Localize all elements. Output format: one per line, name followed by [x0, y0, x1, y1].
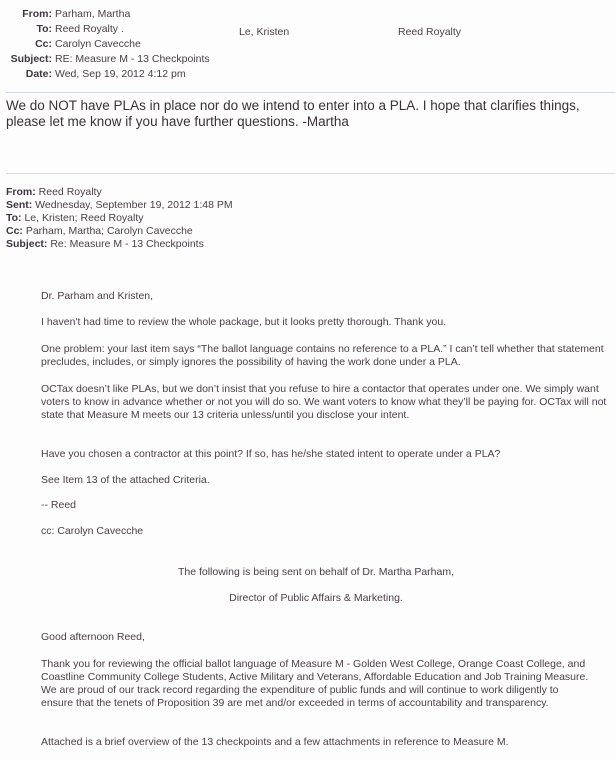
top-email-header	[0, 7, 210, 82]
quoted-from-row	[6, 186, 233, 199]
paragraph: OCTax doesn’t like PLAs, but we don’t insist that you refuse to hire a contactor that operates under one. We simply want voters to know in advance whether or not you will do so. We want voters to know what they’ll be paying for. OCTax will not state that Measure M meets our 13 criteria unless/until you disclose your intent.	[41, 383, 607, 421]
on-behalf-line: The following is being sent on behalf of Dr. Martha Parham,	[177, 566, 455, 578]
header-divider	[6, 92, 615, 93]
cc-line: cc: Carolyn Cavecche	[41, 525, 144, 537]
title-line: Director of Public Affairs & Marketing.	[229, 592, 403, 604]
date-label: Date:	[25, 68, 52, 80]
quoted-from-label: From:	[6, 186, 36, 198]
quoted-from-value: Reed Royalty	[38, 186, 102, 198]
from-label: From:	[22, 8, 52, 20]
to-recipient-kristen: Le, Kristen	[239, 26, 290, 38]
date-value: Wed, Sep 19, 2012 4:12 pm	[55, 68, 186, 80]
paragraph: I haven't had time to review the whole package, but it looks pretty thorough. Thank you.	[41, 316, 447, 328]
greeting: Good afternoon Reed,	[41, 631, 145, 643]
quoted-to-row	[6, 212, 233, 225]
to-value: Reed Royalty .	[55, 23, 124, 35]
quoted-to-value: Le, Kristen; Reed Royalty	[24, 212, 144, 224]
paragraph: One problem: your last item says “The ballot language contains no reference to a PLA.” I can’t tell whether that statement precludes, includes, or simply ignores the possibility of having the work done under a PLA.	[41, 343, 604, 368]
salutation: Dr. Parham and Kristen,	[41, 290, 154, 302]
paragraph: Attached is a brief overview of the 13 checkpoints and a few attachments in reference to Measure M.	[41, 736, 509, 748]
quoted-sent-value: Wednesday, September 19, 2012 1:48 PM	[35, 199, 233, 211]
cc-row	[0, 37, 210, 52]
subject-row	[0, 52, 210, 67]
paragraph: Have you chosen a contractor at this point? If so, has he/she stated intent to operate under a PLA?	[41, 448, 501, 460]
quote-divider	[6, 173, 615, 174]
to-row	[0, 22, 210, 37]
cc-value: Carolyn Cavecche	[55, 38, 141, 50]
signature: -- Reed	[41, 499, 77, 511]
quoted-cc-value: Parham, Martha; Carolyn Cavecche	[25, 225, 193, 237]
from-value: Parham, Martha	[55, 8, 131, 20]
quoted-cc-row	[6, 225, 233, 238]
quoted-subject-value: Re: Measure M - 13 Checkpoints	[50, 238, 204, 250]
quoted-sent-row	[6, 199, 233, 212]
quoted-sent-label: Sent:	[6, 199, 33, 211]
date-row	[0, 67, 210, 82]
quoted-cc-label: Cc:	[6, 225, 23, 237]
reply-body: We do NOT have PLAs in place nor do we intend to enter into a PLA. I hope that clarifies things, please let me know if you have further questions. -Martha	[6, 98, 580, 129]
paragraph: See Item 13 of the attached Criteria.	[41, 474, 210, 486]
paragraph: Thank you for reviewing the official ballot language of Measure M - Golden West College, Orange Coast College, and Coastline Community College Students, Active Military and Veterans, Affordable Education and Job Training Measure. We are proud of our track record regarding the expenditure of public funds and will continue to work diligently to ensure that the tenets of Proposition 39 are met and/or exceeded in terms of accountability and transparency.	[41, 658, 589, 709]
to-label: To:	[36, 23, 52, 35]
quoted-email-header	[6, 186, 233, 251]
quoted-subject-row	[6, 238, 233, 251]
subject-label: Subject:	[10, 53, 52, 65]
from-row	[0, 7, 210, 22]
quoted-subject-label: Subject:	[6, 238, 48, 250]
quoted-to-label: To:	[6, 212, 22, 224]
to-recipient-reed: Reed Royalty	[398, 26, 462, 38]
cc-label: Cc:	[35, 38, 52, 50]
subject-value: RE: Measure M - 13 Checkpoints	[55, 53, 210, 65]
